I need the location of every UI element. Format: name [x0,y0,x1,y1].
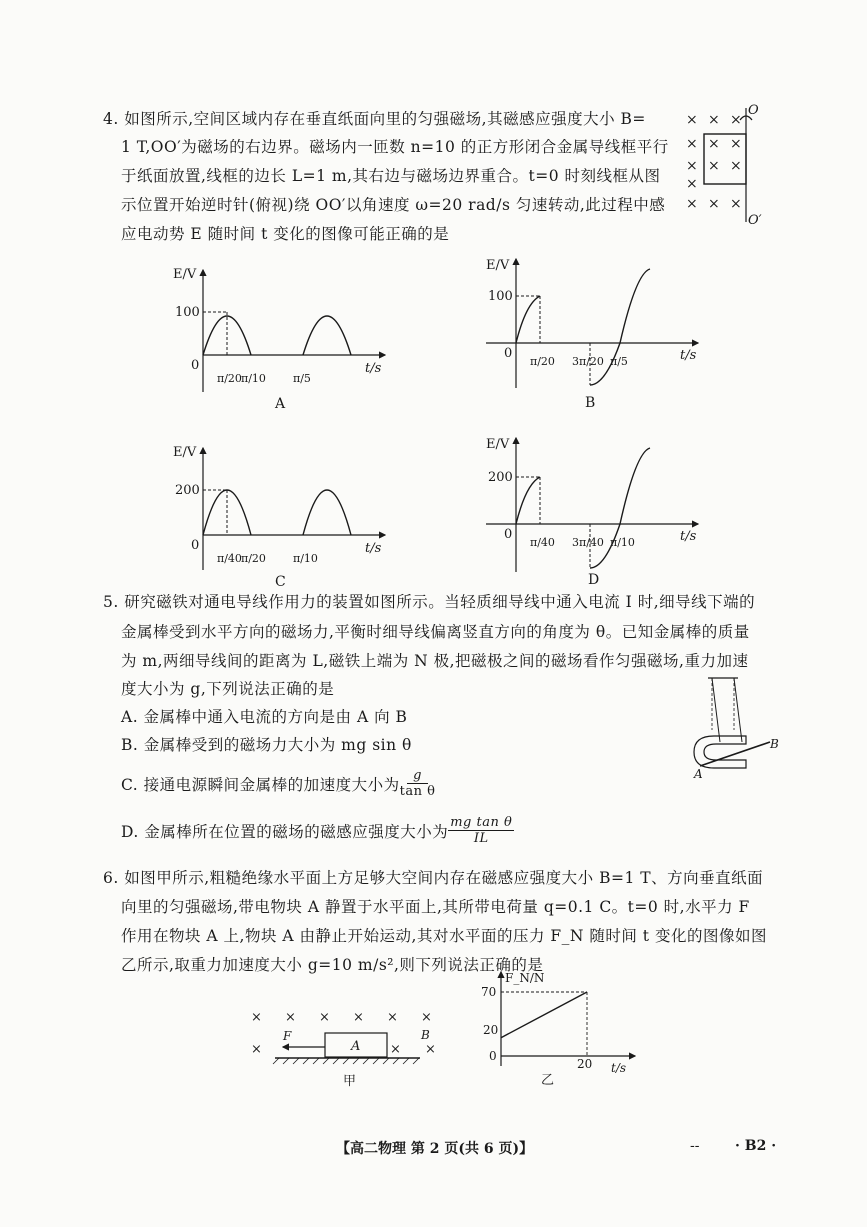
x-label: t/s [680,529,697,544]
q4-line-4: 示位置开始逆时针(俯视)绕 OO′以角速度 ω=20 rad/s 匀速转动,此过程中感 [121,196,666,214]
field-cross: × [425,1042,436,1057]
tick-label: π/5 [610,355,628,368]
caption-jia: 甲 [343,1074,357,1089]
wire-left [712,678,720,742]
denominator: tan θ [399,784,436,799]
field-cross: × [686,176,698,192]
q5-magnet-figure [690,670,790,780]
q4-line-1: 4. 如图所示,空间区域内存在垂直纸面向里的匀强磁场,其磁感应强度大小 B= [103,110,646,128]
caption-yi: 乙 [541,1073,555,1088]
curve-2 [303,490,351,535]
option-D-text: D. 金属棒所在位置的磁场的磁感应强度大小为 [121,822,449,841]
x-label: t/s [365,541,382,556]
numerator: g [407,768,428,784]
field-cross: × [421,1010,432,1025]
tick-label: 3π/40 [572,536,604,549]
curve-2 [303,316,351,355]
tick-label: π/40 [217,552,242,565]
label-B: B [770,737,779,751]
q6-line-2: 向里的匀强磁场,带电物块 A 静置于水平面上,其所带电荷量 q=0.1 C。t=0 时,水平力 F [121,898,750,916]
peak-label: 200 [488,470,513,485]
tick-label: π/20 [217,372,242,385]
curve-2 [590,448,650,568]
x-tick-label: 20 [577,1057,593,1071]
field-cross: × [251,1042,262,1057]
option-label: D [588,572,600,588]
x-label: t/s [365,361,382,376]
q4-line-2: 1 T,OO′为磁场的右边界。磁场内一匝数 n=10 的正方形闭合金属导线框平行 [121,138,669,156]
field-cross: × [686,158,698,174]
y-tick-label: 70 [481,985,497,999]
origin-label: 0 [191,538,200,553]
field-cross: × [708,196,720,212]
curve-1 [516,296,540,343]
option-label: A [275,396,286,412]
q4-line-5: 应电动势 E 随时间 t 变化的图像可能正确的是 [121,225,450,243]
origin-label: 0 [504,527,513,542]
origin-label: 0 [504,346,513,361]
tick-label: π/10 [610,536,635,549]
graph-D [480,432,710,590]
field-cross: × [708,158,720,174]
tick-label: π/40 [530,536,555,549]
label-F: F [283,1029,292,1043]
tick-label: π/10 [241,372,266,385]
tick-label: π/20 [241,552,266,565]
origin-label: 0 [191,358,200,373]
field-cross: × [390,1042,401,1057]
field-cross: × [708,112,720,128]
field-cross: × [708,136,720,152]
option-C-text: C. 接通电源瞬间金属棒的加速度大小为 [121,775,400,794]
origin-label: 0 [489,1049,497,1063]
field-cross: × [251,1010,262,1025]
y-tick-label: 20 [483,1023,499,1037]
field-cross: × [730,136,742,152]
field-cross: × [686,196,698,212]
denominator: IL [473,831,489,846]
field-cross: × [353,1010,364,1025]
x-label: t/s [680,348,697,363]
wire-right [734,678,742,742]
fraction [448,815,514,846]
q5-line-3: 为 m,两细导线间的距离为 L,磁铁上端为 N 极,把磁极之间的磁场看作匀强磁场,重力加速 [121,652,749,670]
graph-A [165,262,395,412]
q6-figure-yi [475,968,645,1088]
footer-dash: -- [690,1138,700,1154]
q5-option-C[interactable] [121,768,435,799]
label-B: B [421,1028,430,1042]
tick-label: π/10 [293,552,318,565]
field-cross: × [285,1010,296,1025]
peak-label: 100 [175,305,200,320]
metal-rod [700,742,770,766]
y-label: F_N/N [505,971,545,985]
peak-label: 200 [175,483,200,498]
q6-line-4: 乙所示,取重力加速度大小 g=10 m/s²,则下列说法正确的是 [121,956,544,974]
q5-option-B[interactable]: B. 金属棒受到的磁场力大小为 mg sin θ [121,736,412,754]
curve-1 [516,477,540,524]
label-A: A [351,1039,361,1054]
q5-option-D[interactable] [121,815,514,846]
y-label: E/V [173,267,197,282]
y-label: E/V [173,445,197,460]
label-O-prime: O′ [748,213,762,228]
q6-line-3: 作用在物块 A 上,物块 A 由静止开始运动,其对水平面的压力 F_N 随时间 t 变化的图像如图 [121,927,767,945]
field-cross: × [730,112,742,128]
q4-line-3: 于纸面放置,线框的边长 L=1 m,其右边与磁场边界重合。t=0 时刻线框从图 [121,167,661,185]
q6-figure-jia [245,1005,455,1090]
field-cross: × [319,1010,330,1025]
option-label: B [585,395,596,411]
q4-coil-figure [680,100,770,230]
q5-option-A[interactable]: A. 金属棒中通入电流的方向是由 A 向 B [121,708,408,726]
numerator: mg tan θ [450,815,513,830]
q5-line-1: 5. 研究磁铁对通电导线作用力的装置如图所示。当轻质细导线中通入电流 I 时,细导线下端的 [103,593,756,611]
y-label: E/V [486,437,510,452]
ground-hatch [273,1058,419,1064]
label-A: A [694,767,703,780]
field-cross: × [686,112,698,128]
tick-label: π/5 [293,372,311,385]
field-cross: × [686,136,698,152]
q6-line-1: 6. 如图甲所示,粗糙绝缘水平面上方足够大空间内存在磁感应强度大小 B=1 T、方向垂直纸面 [103,869,764,887]
tick-label: 3π/20 [572,355,604,368]
field-cross: × [387,1010,398,1025]
tick-label: π/20 [530,355,555,368]
x-label: t/s [611,1061,627,1075]
field-cross: × [730,158,742,174]
page-code: · B2 · [735,1138,777,1154]
label-O: O [748,103,759,118]
fraction [400,768,436,799]
y-label: E/V [486,258,510,273]
fn-series-line [501,992,587,1038]
field-cross: × [730,196,742,212]
q5-line-4: 度大小为 g,下列说法正确的是 [121,680,335,698]
option-label: C [275,574,286,590]
page-footer: 【高二物理 第 2 页(共 6 页)】 [336,1141,534,1157]
graph-B [480,253,710,413]
q5-line-2: 金属棒受到水平方向的磁场力,平衡时细导线偏离竖直方向的角度为 θ。已知金属棒的质量 [121,623,750,641]
peak-label: 100 [488,289,513,304]
graph-C [165,440,395,590]
